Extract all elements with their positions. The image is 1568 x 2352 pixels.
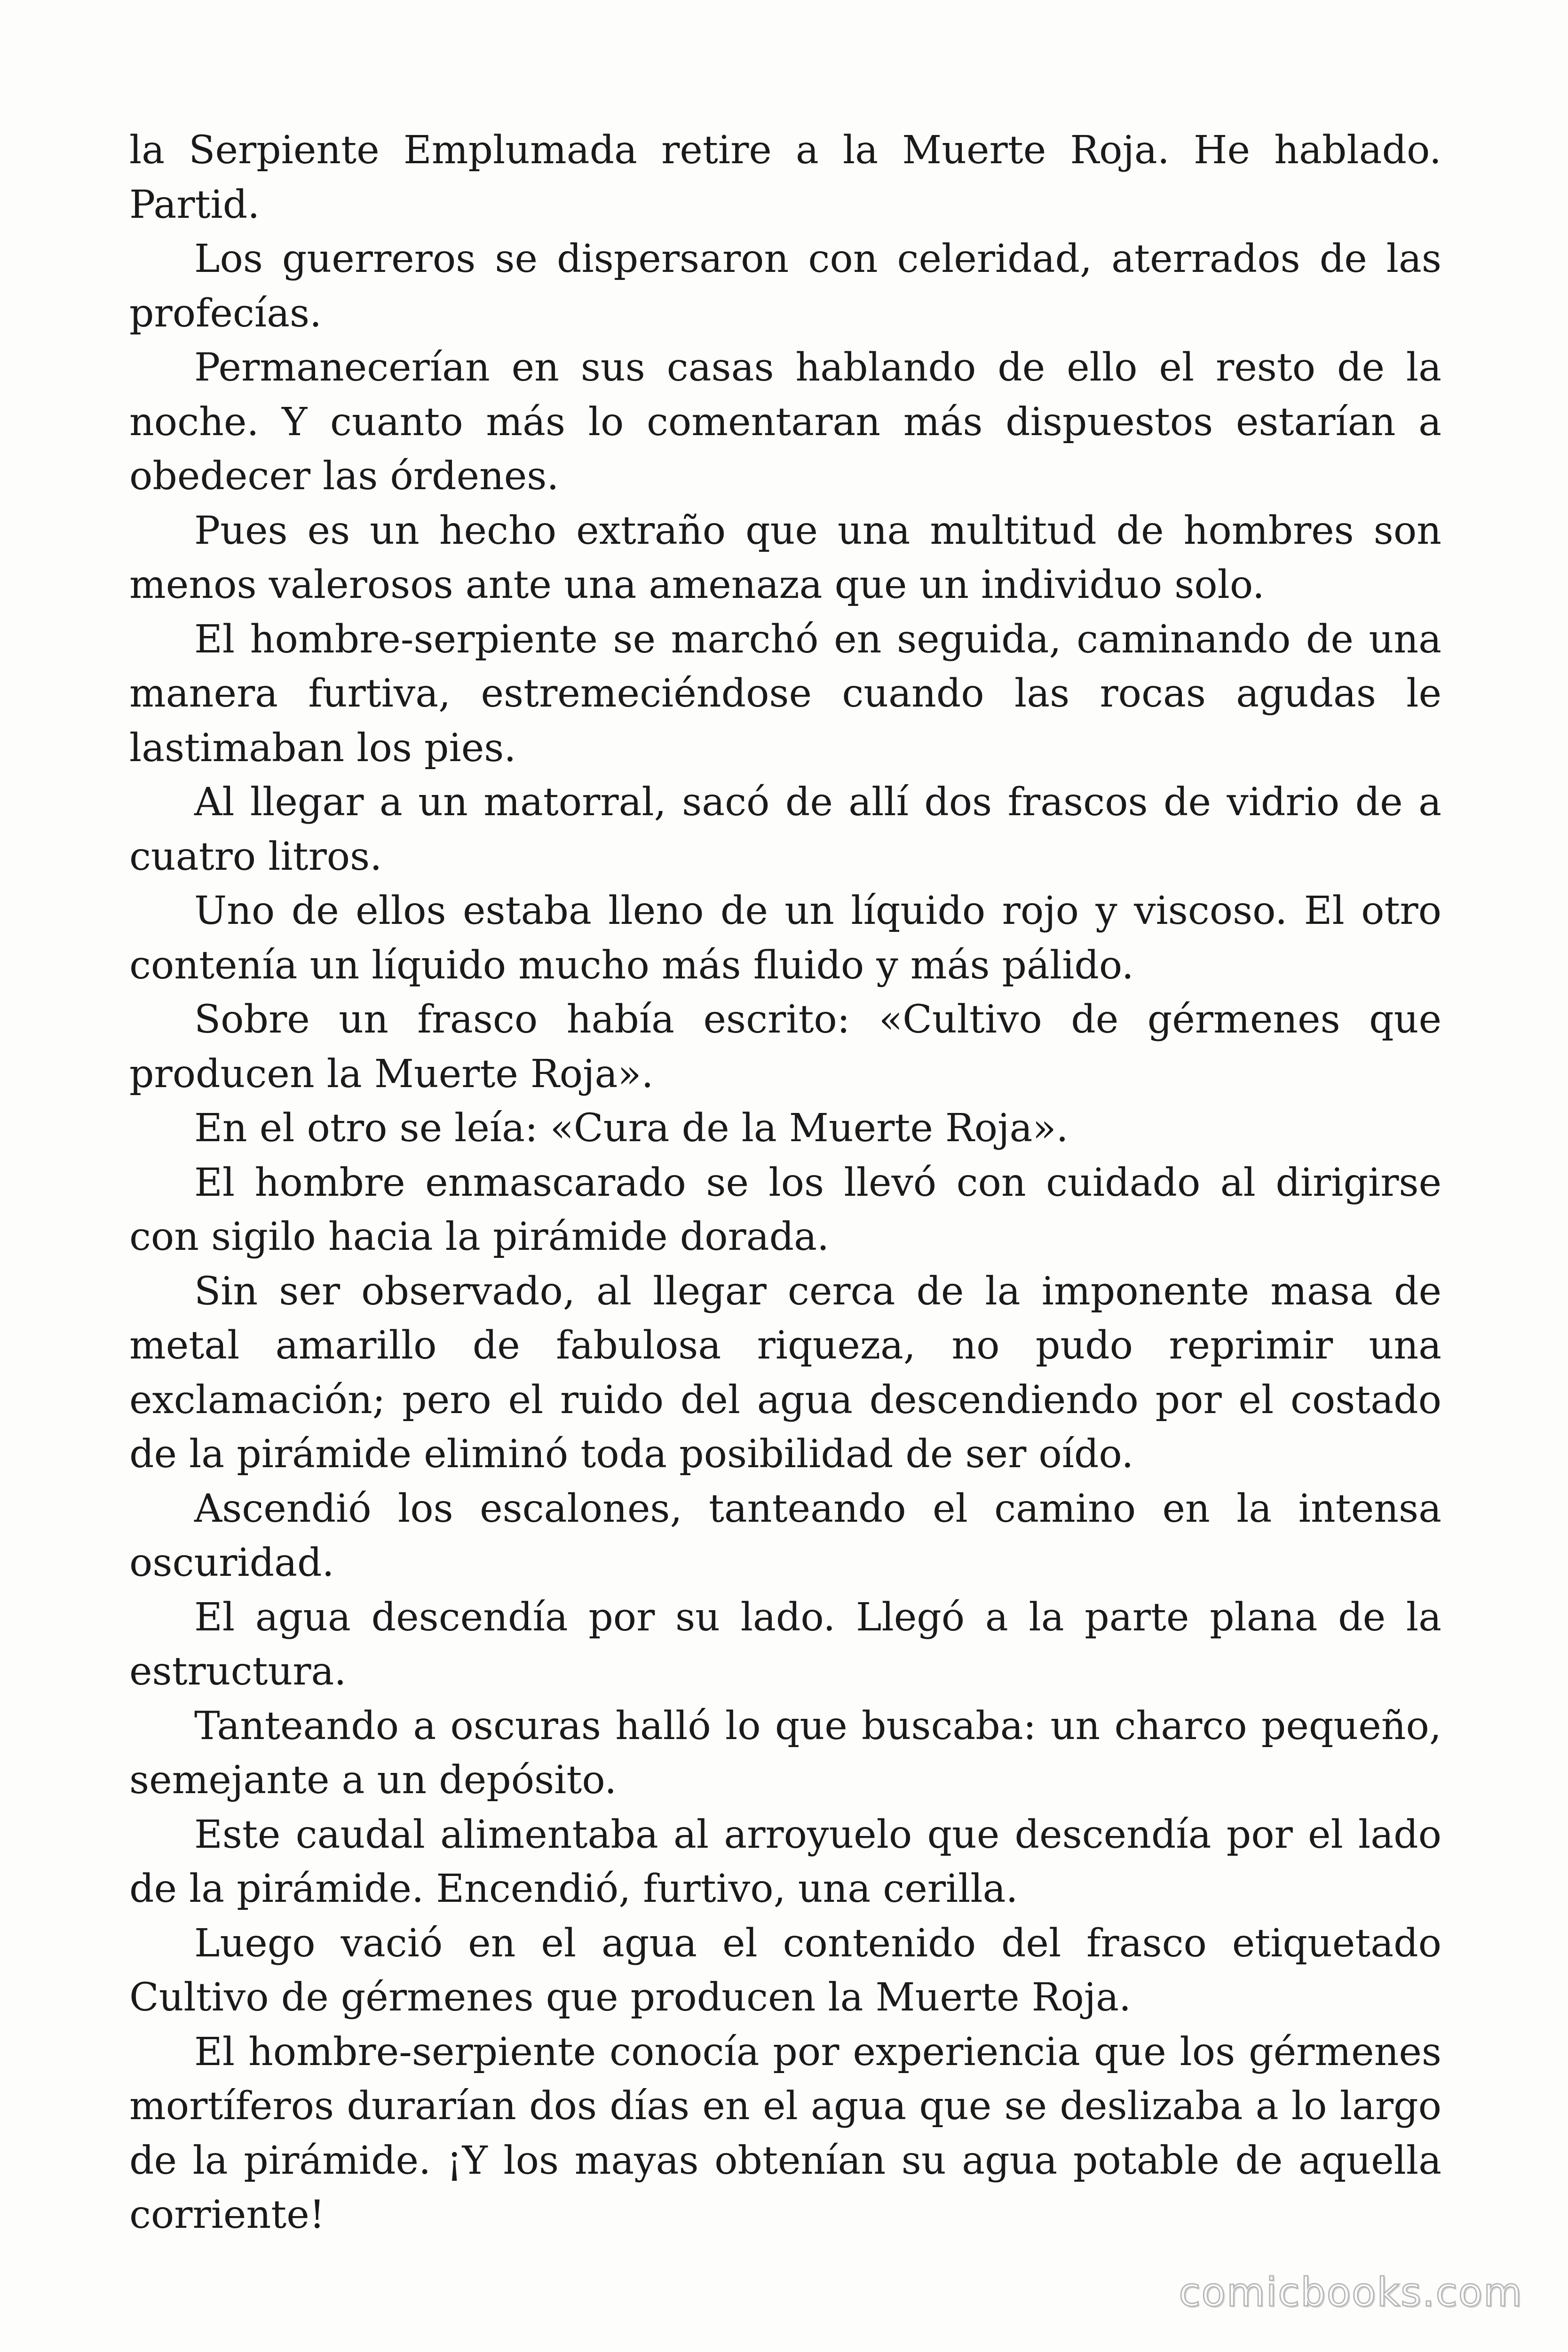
paragraph-continuation: la Serpiente Emplumada retire a la Muerte Roja. He hablado. Partid. — [129, 128, 1441, 227]
paragraph: Al llegar a un matorral, sacó de allí dos frascos de vidrio de a cuatro litros. — [129, 780, 1441, 879]
paragraph: El agua descendía por su lado. Llegó a la parte plana de la estructura. — [129, 1595, 1441, 1694]
paragraph: En el otro se leía: «Cura de la Muerte Roja». — [194, 1106, 1069, 1151]
paragraph: Uno de ellos estaba lleno de un líquido rojo y viscoso. El otro contenía un líquido mucho más fluido y más pálido. — [129, 889, 1441, 988]
paragraph: Pues es un hecho extraño que una multitud de hombres son menos valerosos ante una amenaza que un individuo solo. — [129, 508, 1441, 607]
paragraph: Los guerreros se dispersaron con celeridad, aterrados de las profecías. — [129, 237, 1441, 336]
paragraph: Sobre un frasco había escrito: «Cultivo de gérmenes que producen la Muerte Roja». — [129, 997, 1441, 1097]
paragraph: Tanteando a oscuras halló lo que buscaba: un charco pequeño, semejante a un depósito. — [129, 1703, 1441, 1803]
paragraph: Ascendió los escalones, tanteando el camino en la intensa oscuridad. — [129, 1486, 1441, 1585]
watermark-text: comicbooks.com — [1179, 2269, 1523, 2315]
paragraph: El hombre-serpiente conocía por experiencia que los gérmenes mortíferos durarían dos días en el agua que se deslizaba a lo largo de la pirámide. ¡Y los mayas obtenían su agua potable de aquella corriente! — [129, 2029, 1441, 2237]
paragraph: Sin ser observado, al llegar cerca de la imponente masa de metal amarillo de fabulosa riqueza, no pudo reprimir una exclamación; pero el ruido del agua descendiendo por el costado de la pirámide eliminó toda posibilidad de ser oído. — [129, 1269, 1441, 1477]
paragraph: Permanecerían en sus casas hablando de ello el resto de la noche. Y cuanto más lo comentaran más dispuestos estarían a obedecer las órdenes. — [129, 345, 1441, 499]
body-text — [129, 123, 1441, 2242]
paragraph: El hombre-serpiente se marchó en seguida, caminando de una manera furtiva, estremeciéndose cuando las rocas agudas le lastimaban los pies. — [129, 617, 1441, 771]
paragraph: El hombre enmascarado se los llevó con cuidado al dirigirse con sigilo hacia la pirámide dorada. — [129, 1160, 1441, 1259]
paragraph: Luego vació en el agua el contenido del frasco etiquetado Cultivo de gérmenes que producen la Muerte Roja. — [129, 1921, 1441, 2020]
paragraph: Este caudal alimentaba al arroyuelo que descendía por el lado de la pirámide. Encendió, furtivo, una cerilla. — [129, 1812, 1441, 1911]
